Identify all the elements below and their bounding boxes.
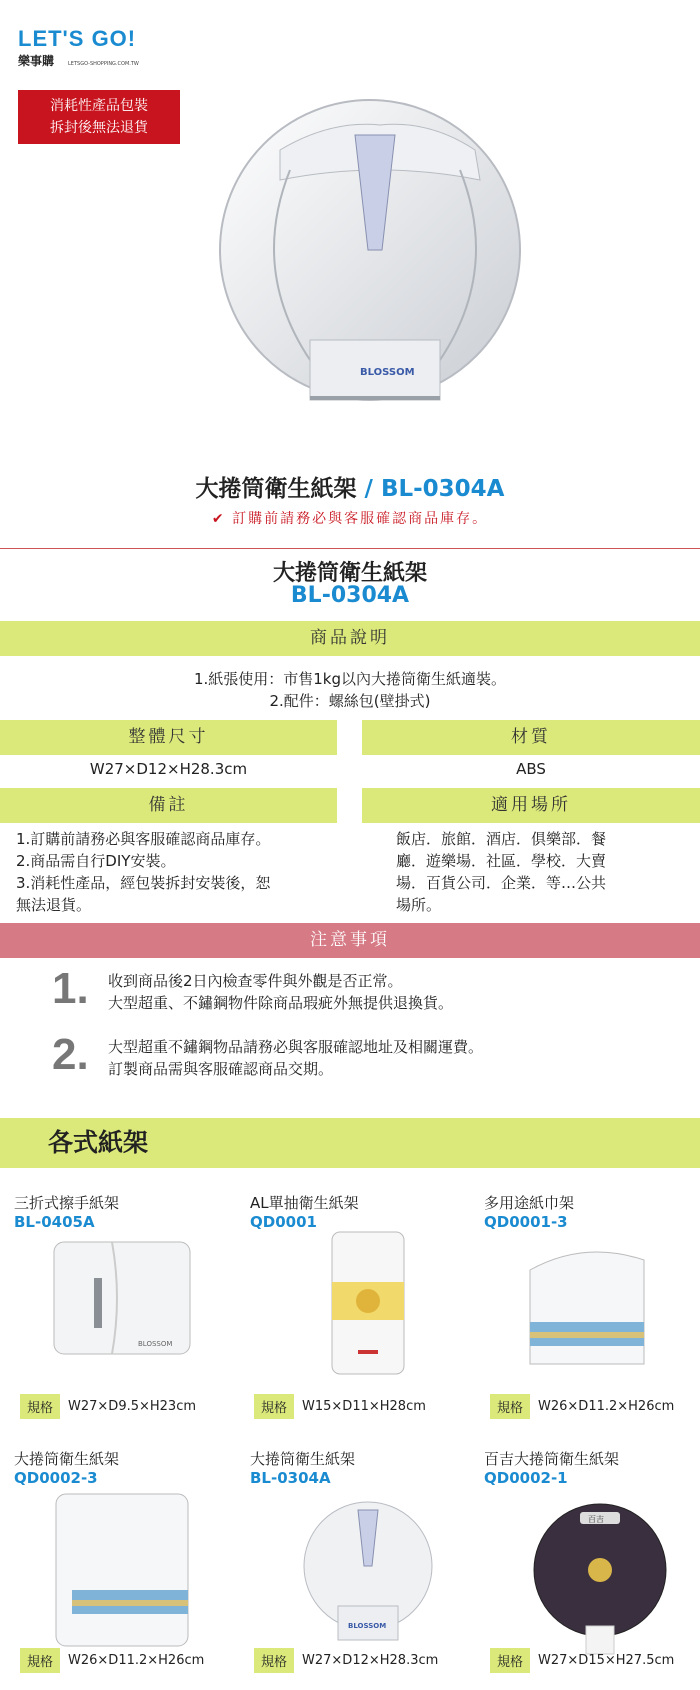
product-code: BL-0304A: [290, 583, 410, 608]
note-number-1: 1.: [52, 964, 89, 1013]
spec-row: 規格 W27×D12×H28.3cm: [254, 1648, 438, 1673]
places-header: 適用場所: [362, 788, 700, 823]
section-title: 各式紙架: [0, 1118, 700, 1168]
spec-row: 規格 W15×D11×H28cm: [254, 1394, 426, 1419]
stock-notice: ✔ 訂購前請務必與客服確認商品庫存。: [211, 511, 489, 527]
spec-row: 規格 W27×D15×H27.5cm: [490, 1648, 674, 1673]
note-1: 收到商品後2日內檢查零件與外觀是否正常。 大型超重、不鏽鋼物件除商品瑕疵外無提供退換貨。: [108, 972, 454, 1012]
hero-product-image: [210, 90, 550, 430]
page-title: 大捲筒衛生紙架 / BL-0304A: [195, 476, 505, 502]
product-image[interactable]: [298, 1496, 438, 1646]
spec-row: 規格 W26×D11.2×H26cm: [20, 1648, 204, 1673]
description-header: 商品說明: [0, 621, 700, 656]
product-image[interactable]: [52, 1238, 192, 1358]
note-2: 大型超重不鏽鋼物品請務必與客服確認地址及相關運費。 訂製商品需與客服確認商品交期。: [108, 1038, 484, 1078]
product-image[interactable]: [524, 1240, 650, 1370]
product-card[interactable]: 大捲筒衛生紙架 QD0002-3: [14, 1450, 120, 1487]
product-image[interactable]: [328, 1230, 408, 1376]
image-brand-label: BLOSSOM: [348, 1622, 387, 1630]
remarks-header: 備註: [0, 788, 337, 823]
size-value: W27×D12×H28.3cm: [89, 760, 248, 778]
material-header: 材質: [362, 720, 700, 755]
title-code: BL-0304A: [380, 476, 505, 502]
spec-row: 規格 W27×D9.5×H23cm: [20, 1394, 196, 1419]
return-policy-notice: 消耗性產品包裝 拆封後無法退貨: [18, 90, 180, 144]
places-body: 飯店．旅館．酒店．俱樂部．餐 廳．遊樂場．社區．學校．大賣 場．百貨公司．企業．等…公共 場所。: [396, 830, 607, 914]
notes-header: 注意事項: [0, 923, 700, 958]
image-brand-label: BLOSSOM: [138, 1340, 173, 1348]
product-card[interactable]: AL單抽衛生紙架 QD0001: [250, 1194, 359, 1231]
logo-wordmark: LET'S GO!: [18, 26, 137, 51]
hero-brand-label: BLOSSOM: [360, 367, 415, 378]
spec-row: 規格 W26×D11.2×H26cm: [490, 1394, 674, 1419]
letsgo-logo[interactable]: [18, 26, 178, 82]
image-brand-label: 百吉: [588, 1515, 604, 1524]
product-image[interactable]: [52, 1490, 192, 1650]
note-number-2: 2.: [52, 1030, 89, 1079]
check-icon: ✔: [211, 511, 226, 527]
logo-subtitle: 樂事購: [18, 54, 55, 68]
product-image[interactable]: [530, 1496, 670, 1656]
description-body: 1.紙張使用：市售1kg以內大捲筒衛生紙適裝。 2.配件：螺絲包(壁掛式): [193, 670, 507, 710]
product-card[interactable]: 大捲筒衛生紙架 BL-0304A: [250, 1450, 356, 1487]
product-card[interactable]: 三折式擦手紙架 BL-0405A: [14, 1194, 120, 1231]
material-value: ABS: [516, 760, 546, 778]
product-name: 大捲筒衛生紙架: [272, 561, 427, 586]
remarks-body: 1.訂購前請務必與客服確認商品庫存。 2.商品需自行DIY安裝。 3.消耗性產品，經包裝拆封安裝後，恕 無法退貨。: [16, 830, 271, 914]
logo-url: LETSGO-SHOPPING.COM.TW: [68, 61, 139, 67]
product-card[interactable]: 百吉大捲筒衛生紙架 QD0002-1: [484, 1450, 620, 1487]
divider: [0, 548, 700, 549]
product-card[interactable]: 多用途紙巾架 QD0001-3: [484, 1194, 575, 1231]
size-header: 整體尺寸: [0, 720, 337, 755]
